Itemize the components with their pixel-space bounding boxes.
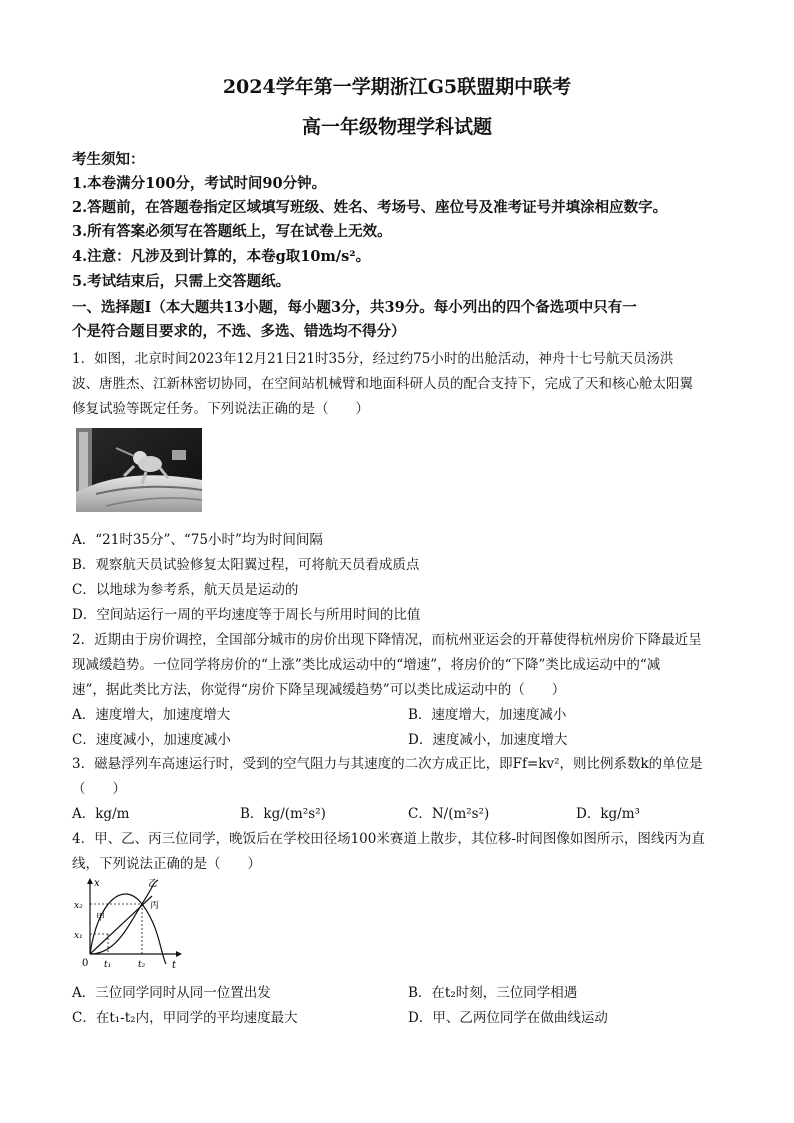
- q1-text-line: 1．如图，北京时间2023年12月21日21时35分，经过约75小时的出舱活动，神舟十七号航天员汤洪: [72, 351, 674, 367]
- q4-option-c: C．在t₁-t₂内，甲同学的平均速度最大: [72, 1010, 298, 1026]
- q1-option-c: C．以地球为参考系，航天员是运动的: [72, 582, 299, 598]
- note-item: 3.所有答案必须写在答题纸上，写在试卷上无效。: [72, 223, 392, 240]
- q3-text-line: （ ）: [72, 781, 126, 797]
- line-bing: [90, 896, 152, 954]
- q1-option-b: B．观察航天员试验修复太阳翼过程，可将航天员看成质点: [72, 557, 420, 573]
- q4-text-line: 线，下列说法正确的是（ ）: [72, 856, 261, 872]
- q4-text-line: 4．甲、乙、丙三位同学，晚饭后在学校田径场100米赛道上散步，其位移-时间图像如图所示，图线丙为直: [72, 831, 705, 847]
- q1-option-a: A．“21时35分”、“75小时”均为时间间隔: [72, 532, 323, 548]
- q4-option-a: A．三位同学同时从同一位置出发: [72, 985, 271, 1001]
- q1-astronaut-photo: [76, 428, 202, 512]
- q2-text-line: 现减缓趋势。一位同学将房价的“上涨”类比成运动中的“增速”，将房价的“下降”类比成运动中的“减: [72, 657, 661, 673]
- graph-yi-label: 乙: [148, 879, 158, 889]
- q2-text-line: 2．近期由于房价调控，全国部分城市的房价出现下降情况，而杭州亚运会的开幕使得杭州房价下降最近呈: [72, 632, 702, 648]
- q4-xt-graph: [72, 874, 184, 970]
- graph-x2-label: x₂: [74, 901, 83, 911]
- notes-heading: 考生须知：: [72, 151, 145, 168]
- q2-option-b: B．速度增大，加速度减小: [408, 707, 567, 723]
- graph-t2-label: t₂: [138, 960, 146, 970]
- note-item: 2.答题前，在答题卷指定区域填写班级、姓名、考场号、座位号及准考证号并填涂相应数字。: [72, 199, 668, 216]
- note-item: 5.考试结束后，只需上交答题纸。: [72, 273, 291, 290]
- section-heading-cont: 个是符合题目要求的，不选、多选、错选均不得分）: [72, 323, 406, 340]
- graph-jia-label: 甲: [96, 913, 106, 923]
- q3-option-b: B．kg/(m²s²): [240, 806, 326, 822]
- graph-t-arrow: [176, 951, 182, 957]
- q2-option-c: C．速度减小，加速度减小: [72, 732, 231, 748]
- graph-x-arrow: [87, 878, 93, 884]
- graph-t-label: t: [172, 960, 177, 970]
- q3-option-a: A．kg/m: [72, 806, 130, 822]
- graph-x1-label: x₁: [74, 931, 83, 941]
- graph-x-label: x: [94, 878, 100, 889]
- exam-title: 2024学年第一学期浙江G5联盟期中联考: [222, 76, 572, 98]
- section-heading: 一、选择题Ⅰ（本大题共13小题，每小题3分，共39分。每小列出的四个备选项中只有一: [72, 299, 637, 316]
- q1-option-d: D．空间站运行一周的平均速度等于周长与所用时间的比值: [72, 607, 421, 623]
- q3-text-line: 3．磁悬浮列车高速运行时，受到的空气阻力与其速度的二次方成正比，即Ff=kv²，则比例系数k的单位是: [72, 756, 703, 772]
- graph-origin-label: 0: [82, 958, 89, 969]
- graph-t1-label: t₁: [104, 960, 112, 970]
- exam-subtitle: 高一年级物理学科试题: [301, 116, 492, 138]
- q1-text-line: 修复试验等既定任务。下列说法正确的是（ ）: [72, 401, 369, 417]
- graph-bing-label: 丙: [150, 901, 160, 911]
- q4-option-b: B．在t₂时刻，三位同学相遇: [408, 985, 578, 1001]
- q2-option-a: A．速度增大，加速度增大: [72, 707, 231, 723]
- q3-option-c: C．N/(m²s²): [408, 806, 490, 822]
- q4-option-d: D．甲、乙两位同学在做曲线运动: [408, 1010, 608, 1026]
- q2-option-d: D．速度减小，加速度增大: [408, 732, 568, 748]
- q1-text-line: 波、唐胜杰、江新林密切协同，在空间站机械臂和地面科研人员的配合支持下，完成了天和核心舱太阳翼: [72, 376, 693, 392]
- q3-option-d: D．kg/m³: [576, 806, 640, 822]
- q2-text-line: 速”，据此类比方法，你觉得“房价下降呈现减缓趋势”可以类比成运动中的（ ）: [72, 682, 566, 698]
- note-item: 1.本卷满分100分，考试时间90分钟。: [72, 175, 327, 192]
- note-item: 4.注意：凡涉及到计算的，本卷g取10m/s²。: [72, 248, 371, 265]
